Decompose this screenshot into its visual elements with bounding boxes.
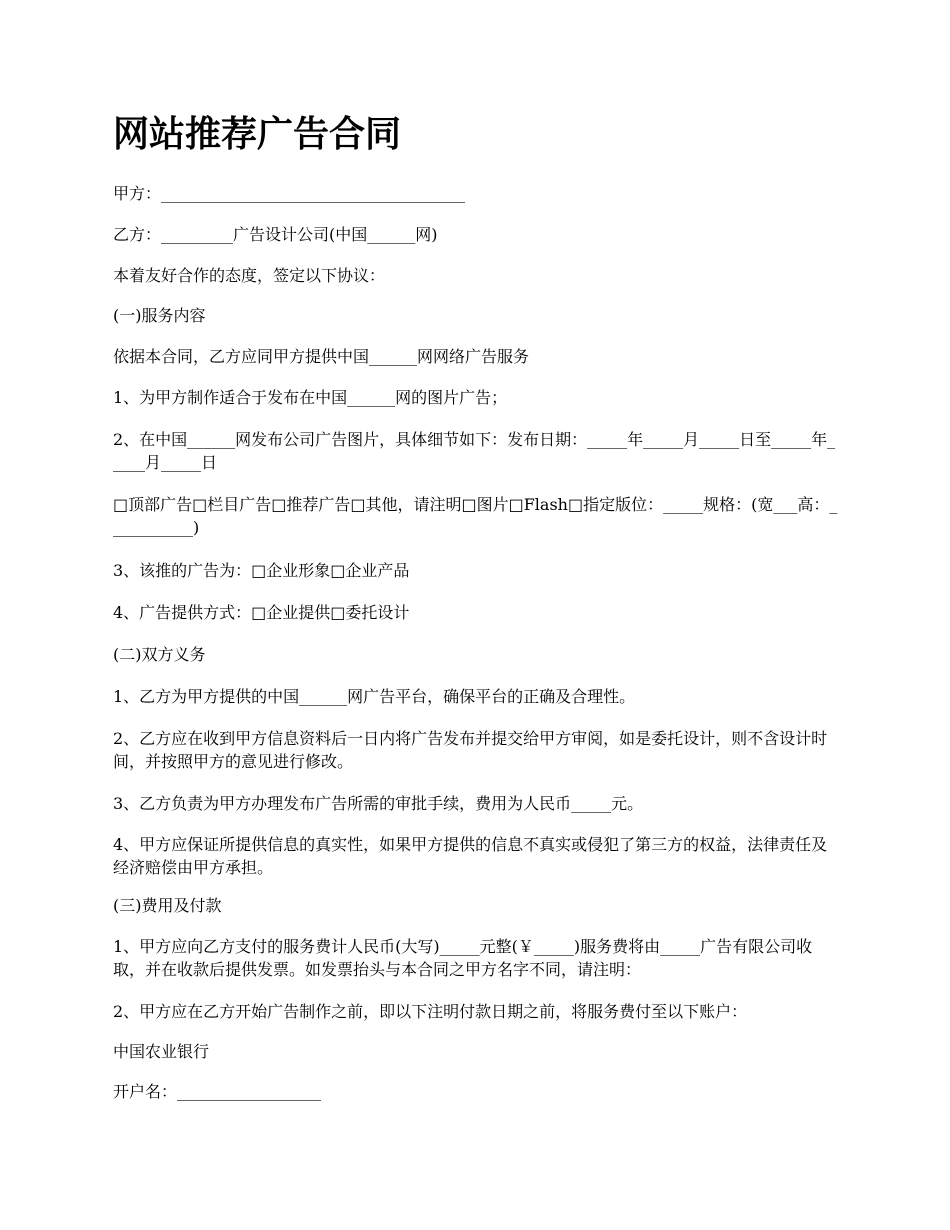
obligation-item-2: 2、乙方应在收到甲方信息资料后一日内将广告发布并提交给甲方审阅，如是委托设计，则不含设计时间，并按照甲方的意见进行修改。	[113, 729, 828, 771]
service-item-1: 1、为甲方制作适合于发布在中国______网的图片广告；	[113, 388, 508, 407]
ad-options-line: □顶部广告□栏目广告□推荐广告□其他，请注明□图片□Flash□指定版位：_____规格：(宽___高：___________)	[113, 495, 838, 537]
section-heading-service: (一)服务内容	[113, 306, 206, 325]
obligation-item-1: 1、乙方为甲方提供的中国______网广告平台，确保平台的正确及合理性。	[113, 687, 636, 706]
service-item-2: 2、在中国______网发布公司广告图片，具体细节如下：发布日期：_____年_____月_____日至_____年_____月_____日	[113, 430, 836, 472]
section-heading-payment: (三)费用及付款	[113, 896, 222, 915]
service-item-3: 3、该推的广告为：□企业形象□企业产品	[113, 561, 410, 580]
document-title: 网站推荐广告合同	[113, 114, 402, 155]
party-a-line: 甲方：______________________________________	[113, 184, 466, 203]
account-name-line: 开户名：__________________	[113, 1082, 322, 1101]
obligation-item-4: 4、甲方应保证所提供信息的真实性，如果甲方提供的信息不真实或侵犯了第三方的权益，法律责任及经济赔偿由甲方承担。	[113, 835, 828, 877]
obligation-item-3: 3、乙方负责为甲方办理发布广告所需的审批手续，费用为人民币_____元。	[113, 794, 644, 813]
service-item-4: 4、广告提供方式：□企业提供□委托设计	[113, 603, 410, 622]
preamble: 本着友好合作的态度，签定以下协议：	[113, 266, 386, 285]
section-heading-obligations: (二)双方义务	[113, 645, 206, 664]
payment-item-2: 2、甲方应在乙方开始广告制作之前，即以下注明付款日期之前，将服务费付至以下账户：	[113, 1002, 748, 1021]
service-intro: 依据本合同，乙方应同甲方提供中国______网网络广告服务	[113, 347, 530, 366]
bank-name: 中国农业银行	[113, 1042, 210, 1061]
payment-item-1: 1、甲方应向乙方支付的服务费计人民币(大写)_____元整(￥_____)服务费将由_____广告有限公司收取，并在收款后提供发票。如发票抬头与本合同之甲方名字不同，请注明：	[113, 937, 813, 979]
party-b-line: 乙方：_________广告设计公司(中国______网)	[113, 225, 438, 244]
